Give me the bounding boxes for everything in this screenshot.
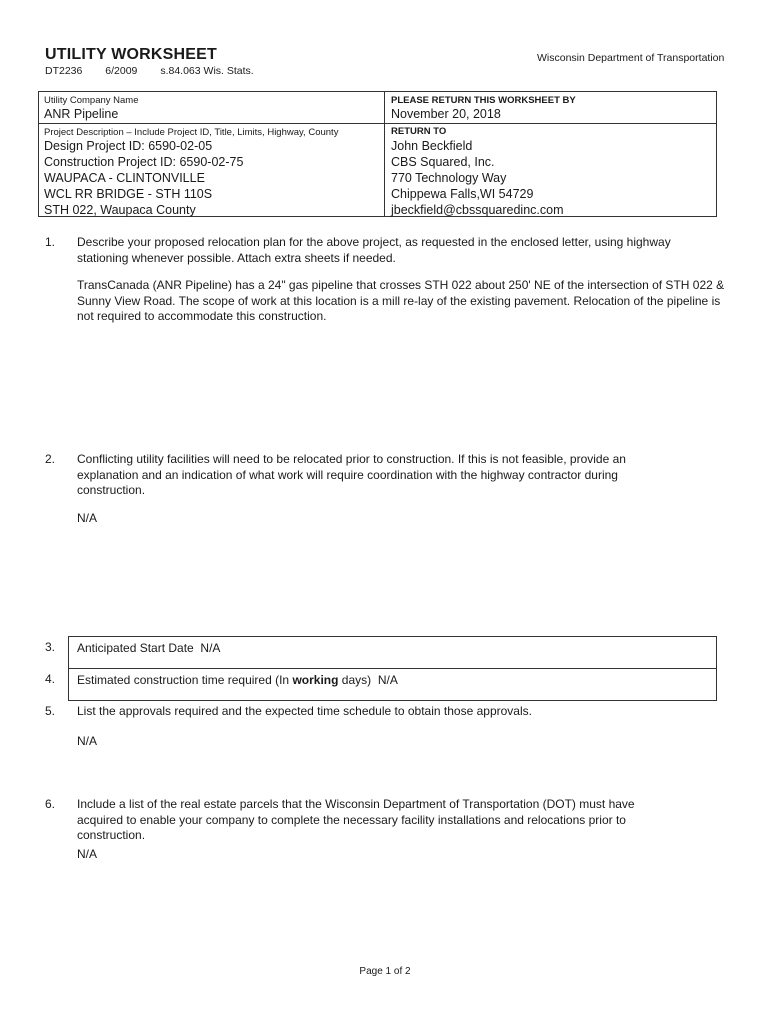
- item-number: 4.: [45, 672, 56, 686]
- construction-time-field[interactable]: [68, 668, 717, 701]
- item-number: 1.: [45, 235, 56, 249]
- return-to-label: RETURN TO: [391, 126, 447, 137]
- item-number: 3.: [45, 640, 56, 654]
- return-by-label: PLEASE RETURN THIS WORKSHEET BY: [391, 95, 576, 106]
- project-line[interactable]: WAUPACA - CLINTONVILLE: [44, 171, 205, 185]
- question-2: Conflicting utility facilities will need to be relocated prior to construction. If this is not feasible, provide an explanation and an indication of what work will require coordination with the highway contractor during construction.: [77, 452, 626, 497]
- project-line[interactable]: Design Project ID: 6590-02-05: [44, 139, 213, 153]
- return-by-value[interactable]: November 20, 2018: [391, 107, 501, 121]
- item-number: 6.: [45, 797, 56, 811]
- construction-time-row: [77, 673, 398, 687]
- agency-name: Wisconsin Department of Transportation: [537, 52, 725, 64]
- project-line[interactable]: STH 022, Waupaca County: [44, 203, 196, 217]
- company-label: Utility Company Name: [44, 95, 139, 106]
- divider: [39, 123, 716, 124]
- label-post: days): [338, 673, 372, 687]
- return-to-line[interactable]: 770 Technology Way: [391, 171, 507, 185]
- project-line[interactable]: Construction Project ID: 6590-02-75: [44, 155, 244, 169]
- start-date-label: Anticipated Start Date: [77, 641, 194, 655]
- construction-time-value[interactable]: N/A: [377, 673, 398, 687]
- question-1: Describe your proposed relocation plan for the above project, as requested in the enclosed letter, using highway stationing whenever possible. Attach extra sheets if needed.: [77, 235, 671, 265]
- form-title: UTILITY WORKSHEET: [45, 46, 217, 63]
- form-meta: [45, 65, 264, 77]
- project-line[interactable]: WCL RR BRIDGE - STH 110S: [44, 187, 213, 201]
- form-date: 6/2009: [105, 65, 138, 77]
- divider: [384, 92, 385, 216]
- item-number: 2.: [45, 452, 56, 466]
- answer-5[interactable]: N/A: [77, 734, 98, 748]
- start-date-row: [77, 641, 220, 655]
- info-box: [38, 91, 717, 217]
- return-to-line[interactable]: jbeckfield@cbssquaredinc.com: [391, 203, 564, 217]
- statute: s.84.063 Wis. Stats.: [160, 65, 254, 77]
- item-number: 5.: [45, 704, 56, 718]
- form-number: DT2236: [45, 65, 83, 77]
- start-date-field[interactable]: [68, 636, 717, 669]
- page-number: Page 1 of 2: [359, 966, 411, 977]
- project-label: Project Description – Include Project ID, Title, Limits, Highway, County: [44, 127, 339, 138]
- label-pre: Estimated construction time required (In: [77, 673, 293, 687]
- return-to-line[interactable]: CBS Squared, Inc.: [391, 155, 495, 169]
- label-bold: working: [292, 673, 339, 687]
- return-to-line[interactable]: John Beckfield: [391, 139, 473, 153]
- question-6: Include a list of the real estate parcels that the Wisconsin Department of Transportation (DOT) must have acquired to enable your company to complete the necessary facility installations and relocations prior to construction.: [77, 797, 635, 842]
- return-to-line[interactable]: Chippewa Falls,WI 54729: [391, 187, 534, 201]
- answer-6[interactable]: N/A: [77, 847, 98, 861]
- construction-time-label: [77, 673, 371, 687]
- question-5: List the approvals required and the expected time schedule to obtain those approvals.: [77, 704, 532, 718]
- answer-1[interactable]: TransCanada (ANR Pipeline) has a 24" gas pipeline that crosses STH 022 about 250' NE of the intersection of STH 022 & Sunny View Road. The scope of work at this location is a mill re-lay of the existing pavement. Relocation of the pipeline is not required to accommodate this construction.: [77, 278, 725, 323]
- answer-2[interactable]: N/A: [77, 511, 98, 525]
- company-value[interactable]: ANR Pipeline: [44, 107, 119, 121]
- start-date-value[interactable]: N/A: [200, 641, 221, 655]
